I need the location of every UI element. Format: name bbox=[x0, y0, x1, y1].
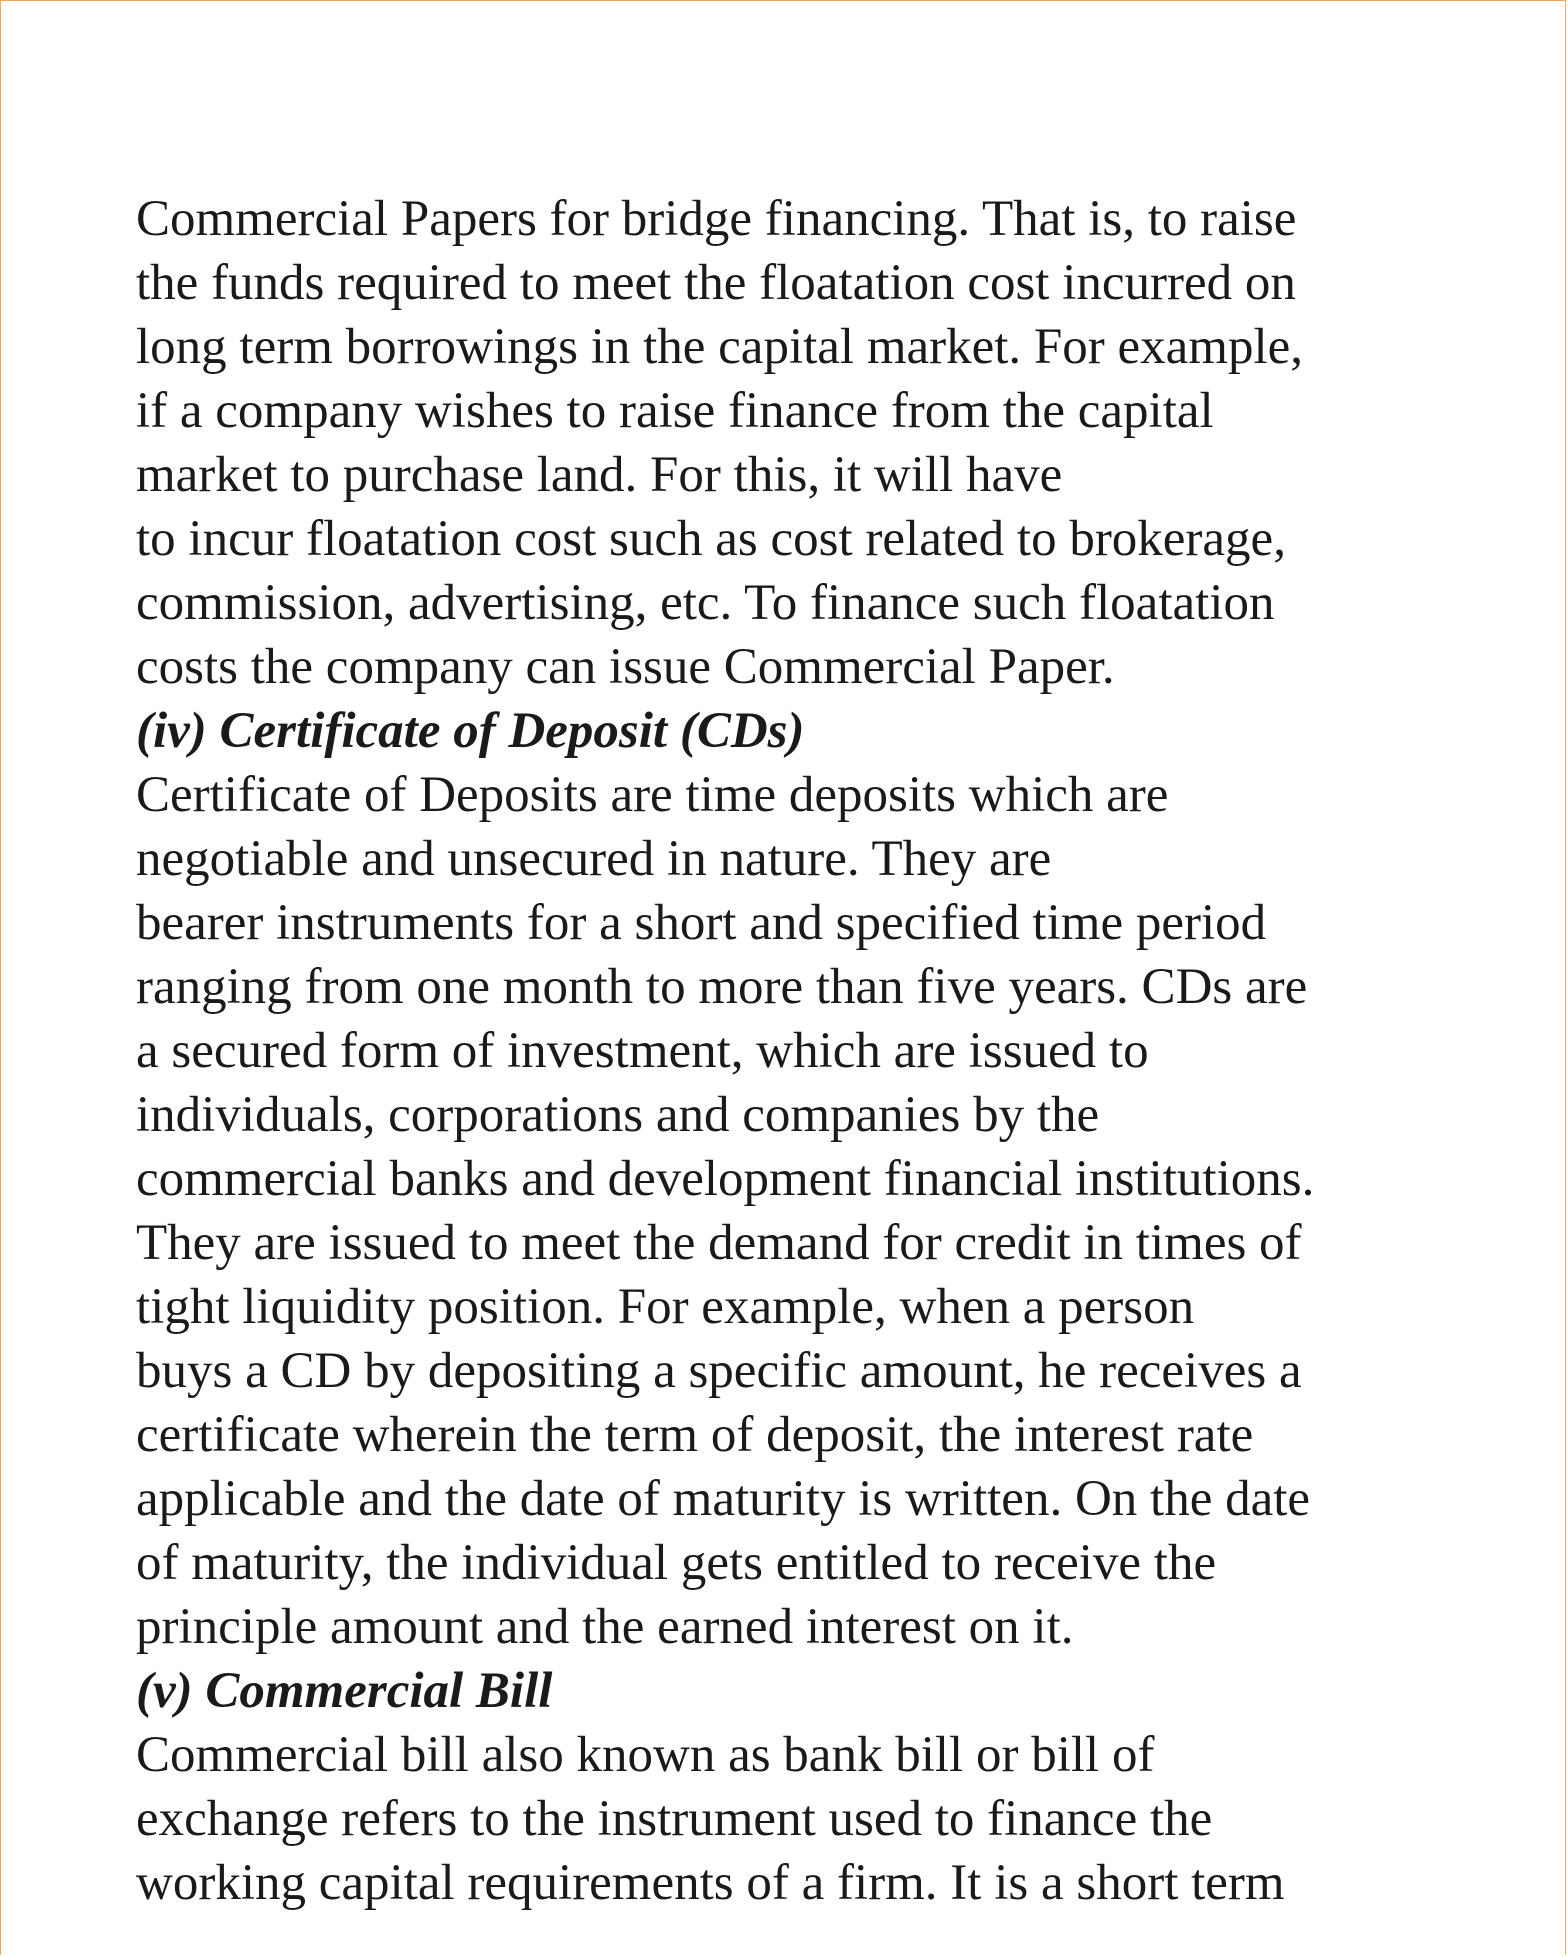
text-line: negotiable and unsecured in nature. They are bbox=[136, 831, 1052, 887]
text-line: ranging from one month to more than five years. CDs are bbox=[136, 959, 1308, 1015]
text-line: costs the company can issue Commercial Paper. bbox=[136, 639, 1115, 695]
text-line: working capital requirements of a firm. It is a short term bbox=[136, 1855, 1285, 1911]
text-line: if a company wishes to raise finance from the capital bbox=[136, 383, 1214, 439]
text-line: commission, advertising, etc. To finance such floatation bbox=[136, 575, 1275, 631]
text-line: applicable and the date of maturity is written. On the date bbox=[136, 1471, 1311, 1527]
section-heading: (iv) Certificate of Deposit (CDs) bbox=[136, 703, 805, 759]
text-line: bearer instruments for a short and specified time period bbox=[136, 895, 1267, 951]
text-line: Commercial bill also known as bank bill or bill of bbox=[136, 1727, 1155, 1783]
document-text bbox=[136, 187, 1436, 1915]
text-line: commercial banks and development financial institutions. bbox=[136, 1151, 1315, 1207]
text-line: individuals, corporations and companies by the bbox=[136, 1087, 1100, 1143]
section-heading: (v) Commercial Bill bbox=[136, 1663, 553, 1719]
text-line: exchange refers to the instrument used to finance the bbox=[136, 1791, 1213, 1847]
text-line: of maturity, the individual gets entitled to receive the bbox=[136, 1535, 1217, 1591]
text-line: tight liquidity position. For example, when a person bbox=[136, 1279, 1195, 1335]
text-line: to incur floatation cost such as cost related to brokerage, bbox=[136, 511, 1286, 567]
text-line: Commercial Papers for bridge financing. That is, to raise bbox=[136, 191, 1297, 247]
text-line: a secured form of investment, which are issued to bbox=[136, 1023, 1149, 1079]
text-line: buys a CD by depositing a specific amount, he receives a bbox=[136, 1343, 1302, 1399]
text-line: the funds required to meet the floatation cost incurred on bbox=[136, 255, 1296, 311]
text-line: market to purchase land. For this, it will have bbox=[136, 447, 1063, 503]
text-line: principle amount and the earned interest on it. bbox=[136, 1599, 1074, 1655]
text-line: certificate wherein the term of deposit, the interest rate bbox=[136, 1407, 1254, 1463]
text-line: They are issued to meet the demand for credit in times of bbox=[136, 1215, 1302, 1271]
text-line: Certificate of Deposits are time deposits which are bbox=[136, 767, 1169, 823]
text-line: long term borrowings in the capital market. For example, bbox=[136, 319, 1304, 375]
